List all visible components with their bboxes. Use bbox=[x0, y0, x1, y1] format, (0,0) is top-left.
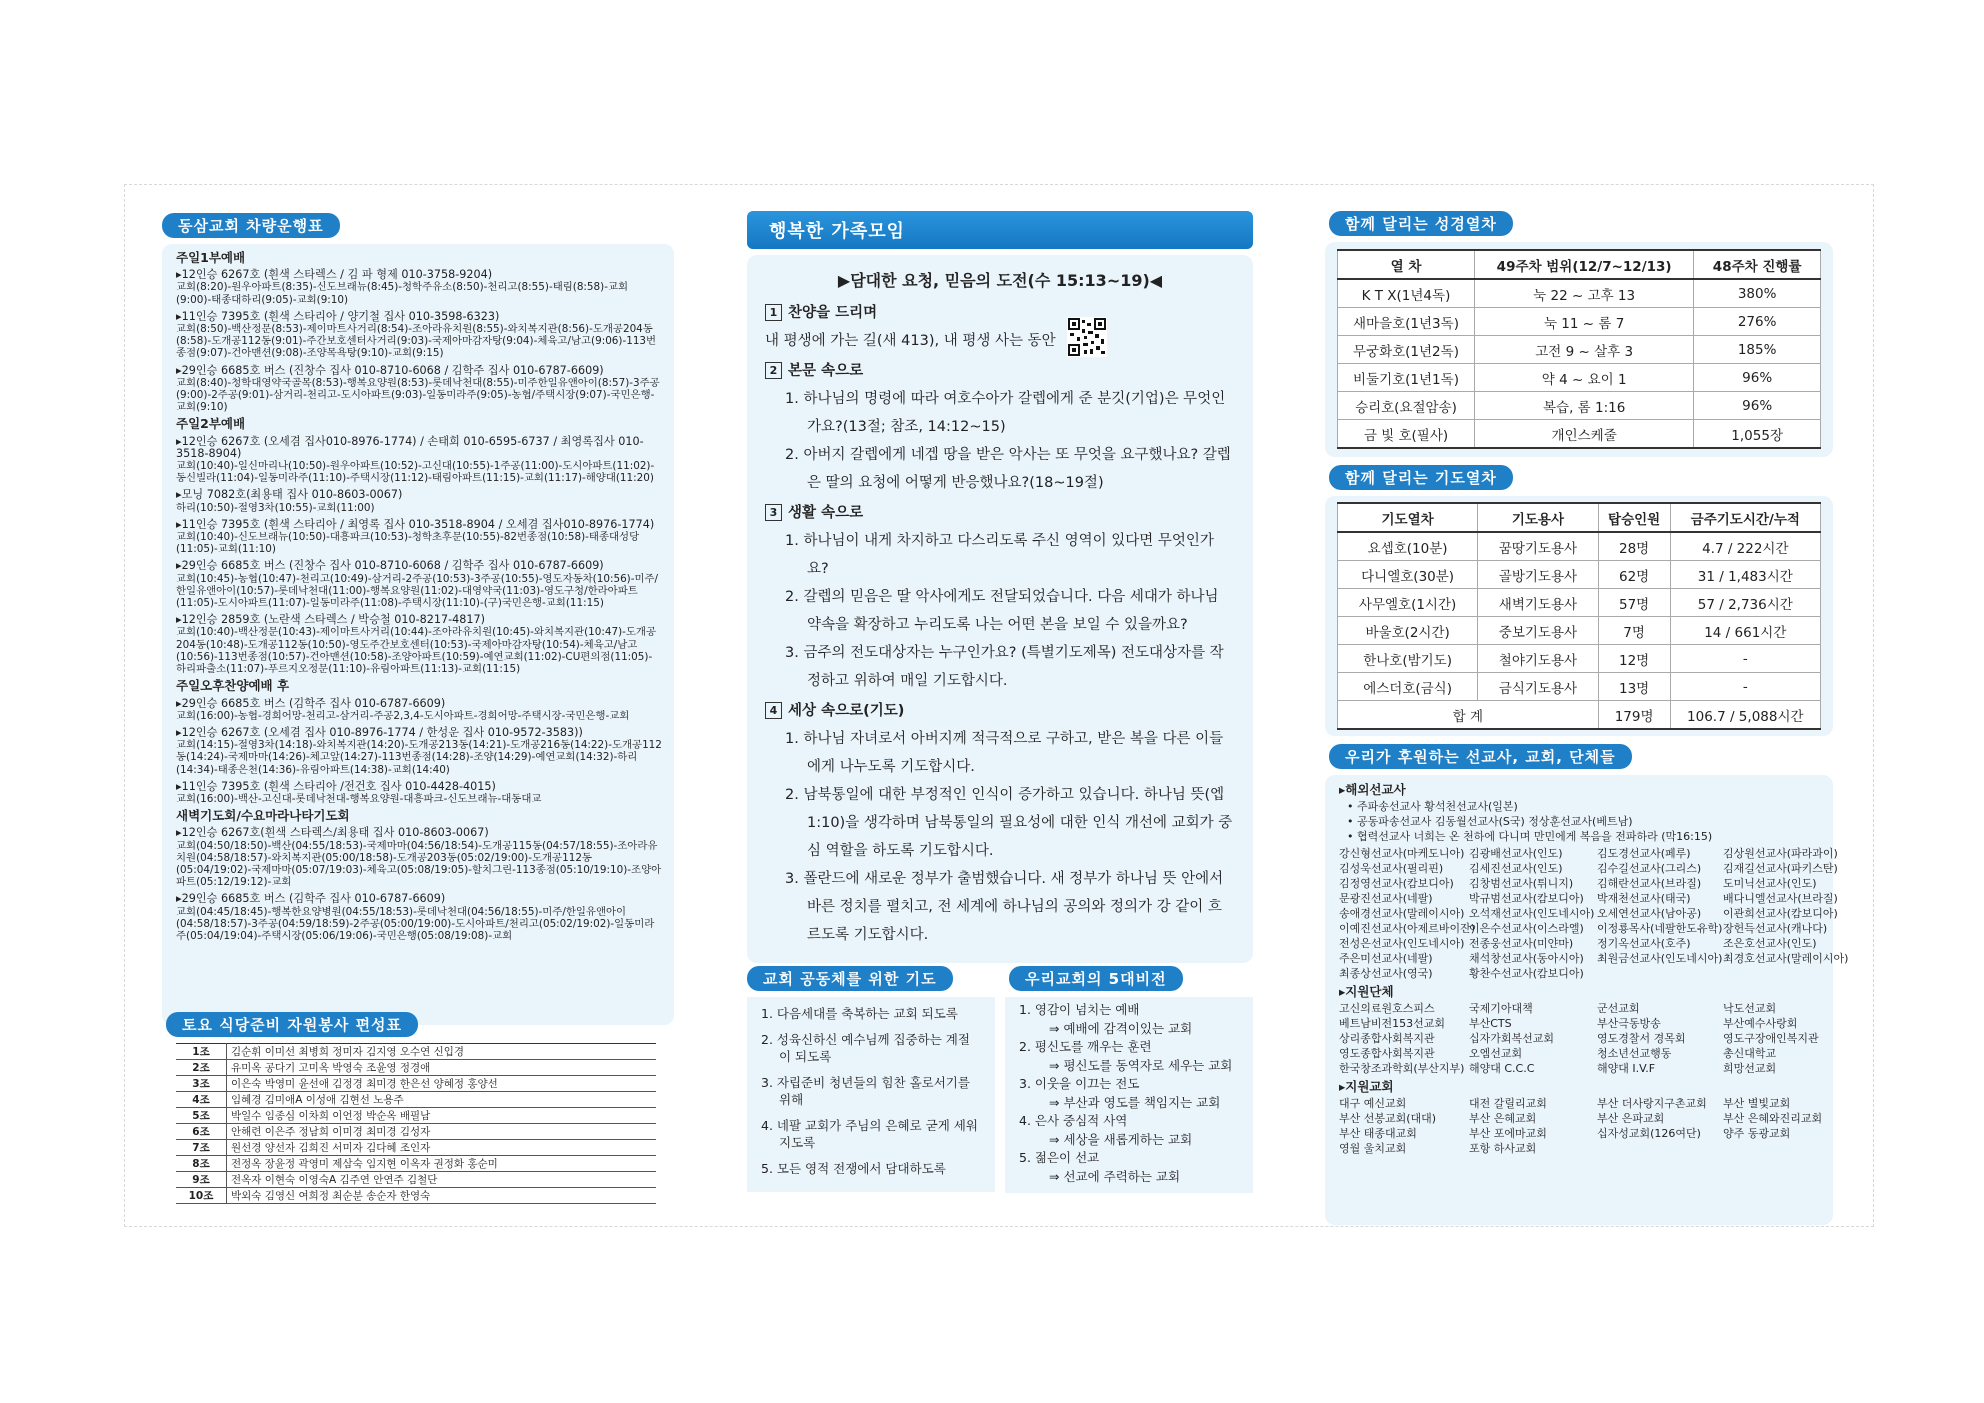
prayer-row bbox=[1338, 673, 1821, 701]
vision-item: 1. 영감이 넘치는 예배 bbox=[1019, 1002, 1140, 1017]
support-church: 영월 울치교회 bbox=[1339, 1142, 1407, 1155]
prayer-header-cell: 금주기도시간/누적 bbox=[1670, 503, 1820, 532]
vision-detail: ⇒ 세상을 새롭게하는 교회 bbox=[1049, 1131, 1193, 1147]
vision-item: 3. 이웃을 이끄는 전도 bbox=[1019, 1076, 1140, 1091]
prayer-cell: 꿈땅기도용사 bbox=[1478, 532, 1598, 561]
duty-team-members: 박외숙 김영신 여희정 최순분 송순자 한영숙 bbox=[227, 1188, 657, 1204]
bus-route-stops: 교회(10:40)-신도브래뉴(10:50)-대흥파크(10:53)-청학초후문(10:55)-82번종점(10:58)-태종대성당(11:05)-교회(11:10) bbox=[176, 531, 640, 556]
bus-route-stops: 교회(10:40)-일신마리나(10:50)-원우아파트(10:52)-고신대(10:55)-1주공(11:00)-도시아파트(11:02)-동신빌라(11:04)-일동미라주(11:10)-주택시장(11:12)-태림아파트(11:15)-교회(11:17)-해양대(11:20) bbox=[176, 460, 655, 485]
support-church: 대구 예신교회 bbox=[1339, 1097, 1407, 1110]
prayer-item: 1. 다음세대를 축복하는 교회 되도록 bbox=[761, 1006, 958, 1021]
missionary-name: 이은수선교사(이스라엘) bbox=[1469, 922, 1584, 935]
bible-train-title: 함께 달리는 성경열차 bbox=[1329, 211, 1513, 236]
missionary-name: 이관희선교사(캄보디아) bbox=[1723, 907, 1838, 920]
duty-team-number: 7조 bbox=[176, 1140, 227, 1156]
prayer-cell: 새벽기도용사 bbox=[1478, 589, 1598, 617]
support-org: 총신대학교 bbox=[1723, 1047, 1777, 1060]
duty-team-number: 9조 bbox=[176, 1172, 227, 1188]
vision-detail: ⇒ 예배에 감격이있는 교회 bbox=[1049, 1020, 1193, 1036]
duty-team-members: 박일수 임종심 이차희 이언정 박순옥 배필남 bbox=[227, 1108, 657, 1124]
vision-detail: ⇒ 부산과 영도를 책임지는 교회 bbox=[1049, 1094, 1221, 1110]
prayer-header-cell: 탑승인원 bbox=[1598, 503, 1670, 532]
bible-cell: 개인스케줄 bbox=[1474, 420, 1693, 449]
bible-cell: 고전 9 ~ 살후 3 bbox=[1474, 336, 1693, 364]
qr-code-icon[interactable] bbox=[1067, 317, 1107, 357]
bus-route-vehicle: ▸12인승 6267호 (흰색 스타렉스 / 김 파 형제 010-3758-9204) bbox=[176, 268, 493, 282]
section-2-heading: 2 본문 속으로 bbox=[765, 357, 1235, 385]
vision-list bbox=[1005, 997, 1253, 1193]
bus-route-vehicle: ▸12인승 6267호 (오세겸 집사 010-8976-1774 / 한성운 집사 010-9572-3583)) bbox=[176, 725, 583, 739]
vision-item: 5. 젊은이 선교 bbox=[1019, 1150, 1100, 1165]
support-church: 십자성교회(126여단) bbox=[1597, 1127, 1701, 1140]
duty-row bbox=[176, 1124, 656, 1140]
bible-header-cell: 열 차 bbox=[1338, 250, 1475, 279]
prayer-total-row bbox=[1338, 701, 1821, 730]
church-prayer-section bbox=[747, 966, 995, 1192]
prayer-cell: 13명 bbox=[1598, 673, 1670, 701]
bible-row bbox=[1338, 364, 1821, 392]
support-org: 오엠선교회 bbox=[1469, 1047, 1523, 1060]
bible-cell: 금 빛 호(필사) bbox=[1338, 420, 1475, 449]
prayer-header-cell: 기도용사 bbox=[1478, 503, 1598, 532]
prayer-row bbox=[1338, 589, 1821, 617]
section-4-list bbox=[765, 725, 1235, 949]
prayer-row bbox=[1338, 532, 1821, 561]
support-church: 포항 하사교회 bbox=[1469, 1142, 1537, 1155]
prayer-train-title: 함께 달리는 기도열차 bbox=[1329, 465, 1513, 490]
duty-team-members: 김순휘 이미선 최병희 정미자 김지영 오수연 신입경 bbox=[227, 1044, 657, 1060]
support-org: 영도경찰서 경목회 bbox=[1597, 1032, 1686, 1045]
bible-train-panel bbox=[1325, 242, 1833, 457]
missionary-name: 장헌득선교사(캐나다) bbox=[1723, 922, 1828, 935]
lesson-subject: ▶담대한 요청, 믿음의 도전(수 15:13~19)◀ bbox=[837, 271, 1163, 290]
bus-route-vehicle: ▸12인승 2859호 (노란색 스타렉스 / 박승철 010-8217-4817) bbox=[176, 613, 486, 627]
bible-cell: 96% bbox=[1694, 392, 1821, 420]
support-church: 부산 더사랑지구촌교회 bbox=[1597, 1097, 1707, 1110]
overseas-line: • 주파송선교사 황석천선교사(일본) bbox=[1347, 800, 1518, 813]
churches-heading: ▸지원교회 bbox=[1339, 1079, 1394, 1094]
support-church: 부산 은혜와진리교회 bbox=[1723, 1112, 1823, 1125]
missionary-name: 김수길선교사(그리스) bbox=[1597, 862, 1702, 875]
bible-cell: 380% bbox=[1694, 279, 1821, 308]
vision-section bbox=[1005, 966, 1253, 1193]
bible-cell: 새마을호(1년3독) bbox=[1338, 308, 1475, 336]
prayer-cell: 28명 bbox=[1598, 532, 1670, 561]
right-column bbox=[1325, 211, 1849, 1225]
prayer-row bbox=[1338, 617, 1821, 645]
bus-route-stops: 교회(10:40)-백산정문(10:43)-제이마트사거리(10:44)-조아라유치원(10:45)-와치복지관(10:47)-도개공204동(10:48)-도개공112동(10:50)-영도주간보호센터(10:53)-국제아마감자탕(10:54)-체육고/남고(10:56)-113번종점(10:57)-건아맨션(10:58)-조양아파트(10:59)-예연교회(11:02)-CU편의점(11:05)-하리파출소(11:07)-푸르지오정문(11:10)-유림아파트(11:13)-교회(11:15) bbox=[176, 626, 657, 676]
bus-group-heading: 주일1부예배 bbox=[176, 250, 246, 265]
prayer-header-row bbox=[1338, 503, 1821, 532]
bible-cell: 185% bbox=[1694, 336, 1821, 364]
mission-panel bbox=[1325, 775, 1849, 1225]
prayer-cell: 62명 bbox=[1598, 561, 1670, 589]
prayer-cell: 철야기도용사 bbox=[1478, 645, 1598, 673]
duty-team-number: 6조 bbox=[176, 1124, 227, 1140]
support-org: 희망선교회 bbox=[1723, 1062, 1777, 1075]
bible-cell: 눅 22 ~ 고후 13 bbox=[1474, 279, 1693, 308]
bus-route bbox=[176, 560, 662, 609]
bus-group-heading: 주일2부예배 bbox=[176, 416, 246, 432]
bus-route-stops: 교회(10:45)-농협(10:47)-천리고(10:49)-삼거리-2주공(10:53)-3주공(10:55)-영도자동차(10:56)-미주/한일유앤아이(10:57)-롯데낙천대(11:00)-행복요양원(11:02)-대영약국(11:03)-영도구청/한라아파트(11:05)-도시아파트(11:07)-일동미라주(11:08)-주택시장(11:10)-(구)국민은행-교회(11:15) bbox=[176, 572, 659, 610]
prayer-cell: 골방기도용사 bbox=[1478, 561, 1598, 589]
bus-route-vehicle: ▸29인승 6685호 버스 (진창수 집사 010-8710-6068 / 김학주 집사 010-6787-6609) bbox=[176, 363, 604, 377]
missionary-grid bbox=[1339, 846, 1849, 981]
bible-cell: 복습, 롬 1:16 bbox=[1474, 392, 1693, 420]
bible-cell: 276% bbox=[1694, 308, 1821, 336]
duty-team-number: 10조 bbox=[176, 1188, 227, 1204]
support-org: 해양대 C.C.C bbox=[1469, 1062, 1535, 1075]
missionary-name: 송애경선교사(말레이시아) bbox=[1339, 907, 1465, 920]
prayer-row bbox=[1338, 561, 1821, 589]
duty-row bbox=[176, 1060, 656, 1076]
support-church: 부산 은혜교회 bbox=[1469, 1112, 1537, 1125]
church-prayer-title: 교회 공동체를 위한 기도 bbox=[747, 966, 953, 991]
duty-team-members: 안해련 이은주 정남희 이미경 최미경 김성자 bbox=[227, 1124, 657, 1140]
question-item: 2. 아버지 갈렙에게 네겝 땅을 받은 악사는 또 무엇을 요구했나요? 갈렙은 딸의 요청에 어떻게 반응했나요?(18~19절) bbox=[785, 447, 1231, 491]
bus-group-heading: 주일오후찬양예배 후 bbox=[176, 678, 290, 694]
bible-cell: 약 4 ~ 요이 1 bbox=[1474, 364, 1693, 392]
question-item: 1. 하나님의 명령에 따라 여호수아가 갈렙에게 준 분깃(기업)은 무엇인가요?(13절; 참조, 14:12~15) bbox=[785, 391, 1226, 435]
question-item: 3. 폴란드에 새로운 정부가 출범했습니다. 새 정부가 하나님 뜻 안에서 바른 정치를 펼치고, 전 세계에 하나님의 공의와 정의가 강 같이 흐르도록 기도합시다. bbox=[785, 871, 1224, 943]
bible-header-cell: 49주차 범위(12/7~12/13) bbox=[1474, 250, 1693, 279]
prayer-cell: 57 / 2,736시간 bbox=[1670, 589, 1820, 617]
vision-item: 4. 은사 중심적 사역 bbox=[1019, 1113, 1128, 1128]
bus-route-vehicle: ▸11인승 7395호 (흰색 스타리아 / 양기철 집사 010-3598-6323) bbox=[176, 309, 500, 323]
bible-cell: 비둘기호(1년1독) bbox=[1338, 364, 1475, 392]
church-grid bbox=[1339, 1096, 1823, 1156]
overseas-line: • 협력선교사 너희는 온 천하에 다니며 만민에게 복음을 전파하라 (막16:15) bbox=[1347, 830, 1713, 843]
overseas-line: • 공동파송선교사 김동월선교사(S국) 정상훈선교사(베트남) bbox=[1347, 815, 1633, 828]
prayer-total-hours: 106.7 / 5,088시간 bbox=[1670, 701, 1820, 730]
missionary-name: 정기옥선교사(호주) bbox=[1597, 937, 1691, 950]
bus-route bbox=[176, 436, 662, 485]
bus-route bbox=[176, 698, 662, 722]
missionary-name: 박규범선교사(캄보디아) bbox=[1469, 892, 1584, 905]
bus-route-stops: 하리(10:50)-절영3차(10:55)-교회(11:00) bbox=[176, 501, 375, 514]
missionary-name: 김광배선교사(인도) bbox=[1469, 847, 1563, 860]
question-item: 2. 남북통일에 대한 부정적인 인식이 증가하고 있습니다. 하나님 뜻(엡1:10)을 생각하며 남북통일의 필요성에 대한 인식 개선에 교회가 중심 역할을 하도록 기도합시다. bbox=[785, 787, 1233, 859]
duty-row bbox=[176, 1188, 656, 1204]
duty-title: 토요 식당준비 자원봉사 편성표 bbox=[166, 1012, 418, 1037]
question-item: 2. 갈렙의 믿음은 딸 악사에게도 전달되었습니다. 다음 세대가 하나님 약속을 확장하고 누리도록 나는 어떤 본을 보일 수 있을까요? bbox=[785, 589, 1219, 633]
prayer-train-table bbox=[1337, 502, 1821, 730]
prayer-item: 3. 자립준비 청년들의 힘찬 홀로서기를 위해 bbox=[761, 1075, 970, 1107]
bus-route bbox=[176, 827, 662, 888]
support-church: 부산 포에마교회 bbox=[1469, 1127, 1547, 1140]
missionary-name: 조은호선교사(인도) bbox=[1723, 937, 1817, 950]
bible-header-row bbox=[1338, 250, 1821, 279]
bible-cell: 1,055장 bbox=[1694, 420, 1821, 449]
prayer-cell: 다니엘호(30분) bbox=[1338, 561, 1478, 589]
prayer-cell: 사무엘호(1시간) bbox=[1338, 589, 1478, 617]
bus-route bbox=[176, 519, 662, 556]
bus-route bbox=[176, 614, 662, 675]
support-org: 부산극동방송 bbox=[1597, 1017, 1661, 1030]
missionary-name: 도미닉선교사(인도) bbox=[1723, 877, 1817, 890]
prayer-item: 2. 성육신하신 예수님께 집중하는 계절이 되도록 bbox=[761, 1032, 970, 1064]
section-2-list bbox=[765, 385, 1235, 497]
bus-route bbox=[176, 727, 662, 776]
duty-row bbox=[176, 1156, 656, 1172]
missionary-name: 전종웅선교사(미얀마) bbox=[1469, 937, 1574, 950]
section-3-heading: 3 생활 속으로 bbox=[765, 499, 1235, 527]
bus-route-stops: 교회(8:50)-백산정문(8:53)-제이마트사거리(8:54)-조아라유치원(8:55)-와치복지관(8:56)-도개공204동(8:58)-도개공112동(9:01)-주간보호센터사거리(9:03)-국제아마감자탕(9:04)-체육고/남고(9:06)-113번종점(9:07)-건아맨션(9:08)-조양목욕탕(9:10)-교회(9:15) bbox=[176, 323, 657, 360]
missionary-name: 황찬수선교사(캄보디아) bbox=[1469, 967, 1584, 980]
missionary-name: 전성은선교사(인도네시아) bbox=[1339, 937, 1465, 950]
left-column bbox=[162, 213, 674, 1025]
bus-group-heading: 새벽기도회/수요마라나타기도회 bbox=[176, 808, 350, 824]
support-org: 고신의료원호스피스 bbox=[1339, 1002, 1435, 1015]
section-1-body bbox=[765, 327, 1235, 355]
missionary-name: 김도경선교사(페루) bbox=[1597, 847, 1691, 860]
prayer-total-count: 179명 bbox=[1598, 701, 1670, 730]
section-3-list bbox=[765, 527, 1235, 695]
bus-route-stops: 교회(04:45/18:45)-행복한요양병원(04:55/18:53)-롯데낙천대(04:56/18:55)-미주/한일유앤아이(04:58/18:57)-3주공(04:59/18:59)-2주공(05:00/19:00)-도시아파트/천리고(05:02/19:02)-일동미라주(05:04/19:04)-주택시장(05:06/19:06)-국민은행(05:08/19:08)-교회 bbox=[176, 905, 655, 942]
missionary-name: 최종상선교사(영국) bbox=[1339, 967, 1433, 980]
bus-route bbox=[176, 489, 662, 513]
missionary-name: 김해란선교사(브라질) bbox=[1597, 877, 1702, 890]
bible-cell: 무궁화호(1년2독) bbox=[1338, 336, 1475, 364]
bus-route-stops: 교회(8:20)-원우아파트(8:35)-신도브래뉴(8:45)-청학주유소(8:50)-천리고(8:55)-태림(8:58)-교회(9:00)-태종대하리(9:05)-교회(9:10) bbox=[176, 281, 629, 306]
support-org: 영도종합사회복지관 bbox=[1339, 1047, 1435, 1060]
support-grid bbox=[1339, 1001, 1823, 1076]
vision-item: 2. 평신도를 깨우는 훈련 bbox=[1019, 1039, 1152, 1054]
missionary-name: 주은미선교사(네팔) bbox=[1339, 952, 1433, 965]
prayer-cell: 바울호(2시간) bbox=[1338, 617, 1478, 645]
bus-route-stops: 교회(04:50/18:50)-백산(04:55/18:53)-국제마마(04:56/18:54)-도개공115동(04:57/18:55)-조아라유치원(04:58/18:57)-와치복지관(05:00/18:58)-도개공203동(05:02/19:00)-도개공112동(05:04/19:02)-국제마마(05:07/19:03)-체육고(05:08/19:05)-할치그린-113종점(05:10/19:10)-조양아파트(05:12/19:12)-교회 bbox=[176, 839, 662, 889]
bible-cell: 눅 11 ~ 롬 7 bbox=[1474, 308, 1693, 336]
bible-cell: 96% bbox=[1694, 364, 1821, 392]
missionary-name: 오세연선교사(남아공) bbox=[1597, 907, 1702, 920]
bus-route-stops: 교회(14:15)-절영3차(14:18)-와치복지관(14:20)-도개공213동(14:21)-도개공216동(14:22)-도개공112동(14:24)-국제마마(14:26)-체고앞(14:27)-113번종점(14:28)-조양(14:29)-예연교회(14:32)-하리(14:34)-태종은천(14:36)-유림아파트(14:38)-교회(14:40) bbox=[176, 739, 662, 776]
missionary-name: 이예진선교사(아제르바이잔) bbox=[1339, 922, 1476, 935]
support-church bbox=[1723, 1141, 1843, 1156]
bus-route-stops: 교회(16:00)-농협-경희어망-천리고-삼거리-주공2,3,4-도시아파트-경희어망-주택시장-국민은행-교회 bbox=[176, 709, 630, 722]
family-meeting-title: 행복한 가족모임 bbox=[747, 211, 1253, 249]
bus-route bbox=[176, 781, 662, 805]
duty-row bbox=[176, 1172, 656, 1188]
support-church: 양주 동광교회 bbox=[1723, 1127, 1791, 1140]
middle-column bbox=[747, 211, 1253, 963]
missionary-name: 김창범선교사(튀니지) bbox=[1469, 877, 1574, 890]
support-org: 베트남비전153선교회 bbox=[1339, 1017, 1446, 1030]
duty-row bbox=[176, 1044, 656, 1060]
prayer-total-label: 합 계 bbox=[1338, 701, 1599, 730]
bible-row bbox=[1338, 336, 1821, 364]
duty-row bbox=[176, 1092, 656, 1108]
missionary-name: 이정룡목사(네팔한도유학) bbox=[1597, 922, 1723, 935]
prayer-cell: 57명 bbox=[1598, 589, 1670, 617]
duty-team-members: 전정옥 장윤정 곽영미 제삼숙 임지현 이옥자 권정화 홍순미 bbox=[227, 1156, 657, 1172]
missionary-name: 김정영선교사(캄보디아) bbox=[1339, 877, 1454, 890]
missionary-name: 오석재선교사(인도네시아) bbox=[1469, 907, 1595, 920]
bus-route-vehicle: ▸12인승 6267호 (오세겸 집사010-8976-1774) / 손태희 010-6595-6737 / 최영록집사 010-3518-8904) bbox=[176, 434, 644, 460]
missionary-name: 채석창선교사(동아시아) bbox=[1469, 952, 1584, 965]
bus-route-vehicle: ▸29인승 6685호 버스 (김학주 집사 010-6787-6609) bbox=[176, 696, 446, 710]
support-org: 군선교회 bbox=[1597, 1002, 1640, 1015]
vision-detail: ⇒ 선교에 주력하는 교회 bbox=[1049, 1168, 1181, 1184]
prayer-cell: 중보기도용사 bbox=[1478, 617, 1598, 645]
bus-route-stops: 교회(8:40)-청학대영약국골목(8:53)-행복요양원(8:53)-롯데낙천대(8:55)-미주한일유앤아이(8:57)-3주공(9:00)-2주공(9:01)-삼거리-천리고-도시아파트(9:03)-일동미라주(9:05)-농협/주택시장(9:07)-국민은행-교회(9:10) bbox=[176, 376, 660, 414]
bible-row bbox=[1338, 392, 1821, 420]
prayer-cell: 31 / 1,483시간 bbox=[1670, 561, 1820, 589]
support-church bbox=[1597, 1141, 1723, 1156]
bible-cell: K T X(1년4독) bbox=[1338, 279, 1475, 308]
missionary-name: 문광진선교사(네팔) bbox=[1339, 892, 1433, 905]
duty-team-number: 8조 bbox=[176, 1156, 227, 1172]
bus-route bbox=[176, 269, 662, 306]
prayer-item: 4. 네팔 교회가 주님의 은혜로 굳게 세워지도록 bbox=[761, 1118, 978, 1150]
support-org: 국제기아대책 bbox=[1469, 1002, 1533, 1015]
prayer-cell: 금식기도용사 bbox=[1478, 673, 1598, 701]
duty-team-number: 1조 bbox=[176, 1044, 227, 1060]
duty-team-members: 유미옥 공다기 고미옥 박영숙 조윤영 정경애 bbox=[227, 1060, 657, 1076]
support-heading: ▸지원단체 bbox=[1339, 984, 1394, 999]
vision-detail: ⇒ 평신도를 동역자로 세우는 교회 bbox=[1049, 1057, 1233, 1073]
prayer-cell: 14 / 661시간 bbox=[1670, 617, 1820, 645]
hymn-text: 내 평생에 가는 길(새 413), 내 평생 사는 동안 bbox=[765, 333, 1056, 349]
support-org: 상리종합사회복지관 bbox=[1339, 1032, 1435, 1045]
missionary-name: 최경호선교사(말레이시아) bbox=[1723, 952, 1849, 965]
support-org: 부산CTS bbox=[1469, 1017, 1512, 1030]
prayer-row bbox=[1338, 645, 1821, 673]
bus-route-stops: 교회(16:00)-백산-고신대-롯데낙천대-행복요양원-대흥파크-신도브래뉴-대동대교 bbox=[176, 792, 542, 805]
duty-row bbox=[176, 1140, 656, 1156]
missionary-name: 강신형선교사(마케도니아) bbox=[1339, 847, 1465, 860]
duty-table bbox=[176, 1043, 656, 1204]
prayer-cell: - bbox=[1670, 673, 1820, 701]
bible-header-cell: 48주차 진행률 bbox=[1694, 250, 1821, 279]
prayer-header-cell: 기도열차 bbox=[1338, 503, 1478, 532]
support-org: 한국창조과학회(부산지부) bbox=[1339, 1062, 1465, 1075]
duty-team-members: 임혜경 김미애A 이성애 김현선 노용주 bbox=[227, 1092, 657, 1108]
prayer-cell: 7명 bbox=[1598, 617, 1670, 645]
support-org: 낙도선교회 bbox=[1723, 1002, 1777, 1015]
section-1-heading: 1 찬양을 드리며 bbox=[765, 299, 1235, 327]
overseas-lines bbox=[1339, 799, 1823, 844]
missionary-name: 박재천선교사(태국) bbox=[1597, 892, 1691, 905]
prayer-cell: 한나호(밤기도) bbox=[1338, 645, 1478, 673]
duty-team-members: 전옥자 이현숙 이영숙A 김주연 안연주 김철단 bbox=[227, 1172, 657, 1188]
prayer-item: 5. 모든 영적 전쟁에서 담대하도록 bbox=[761, 1161, 946, 1176]
support-church: 부산 태종대교회 bbox=[1339, 1127, 1417, 1140]
bus-route-vehicle: ▸12인승 6267호(흰색 스타렉스/최용태 집사 010-8603-0067) bbox=[176, 826, 489, 840]
bus-schedule-title: 동삼교회 차량운행표 bbox=[162, 213, 340, 238]
missionary-name bbox=[1723, 966, 1843, 981]
duty-section bbox=[162, 1012, 674, 1204]
prayer-cell: 4.7 / 222시간 bbox=[1670, 532, 1820, 561]
section-4-heading: 4 세상 속으로(기도) bbox=[765, 697, 1235, 725]
duty-team-number: 2조 bbox=[176, 1060, 227, 1076]
mission-title: 우리가 후원하는 선교사, 교회, 단체들 bbox=[1329, 744, 1632, 769]
duty-team-members: 이은숙 박영미 윤선애 김정경 최미경 한은선 양혜정 홍양선 bbox=[227, 1076, 657, 1092]
bus-route-vehicle: ▸모닝 7082호(최용태 집사 010-8603-0067) bbox=[176, 488, 403, 502]
missionary-name: 배다니엘선교사(브라질) bbox=[1723, 892, 1838, 905]
prayer-cell: 요셉호(10분) bbox=[1338, 532, 1478, 561]
prayer-cell: 12명 bbox=[1598, 645, 1670, 673]
missionary-name: 김재길선교사(파키스탄) bbox=[1723, 862, 1838, 875]
bus-route-vehicle: ▸11인승 7395호 (흰색 스타리아 / 최영록 집사 010-3518-8904 / 오세겸 집사010-8976-1774) bbox=[176, 517, 655, 531]
church-prayer-list bbox=[747, 997, 995, 1192]
support-church: 부산 은파교회 bbox=[1597, 1112, 1665, 1125]
bus-route bbox=[176, 365, 662, 414]
support-church: 부산 별빛교회 bbox=[1723, 1097, 1791, 1110]
support-org: 해양대 I.V.F bbox=[1597, 1062, 1656, 1075]
question-item: 1. 하나님 자녀로서 아버지께 적극적으로 구하고, 받은 복을 다른 이들에게 나누도록 기도합시다. bbox=[785, 731, 1224, 775]
missionary-name: 김세진선교사(인도) bbox=[1469, 862, 1563, 875]
support-org: 청소년선교행동 bbox=[1597, 1047, 1672, 1060]
missionary-name bbox=[1597, 966, 1723, 981]
support-org: 십자가회복선교회 bbox=[1469, 1032, 1555, 1045]
support-org: 부산예수사랑회 bbox=[1723, 1017, 1798, 1030]
bible-row bbox=[1338, 308, 1821, 336]
support-org: 영도구장애인복지관 bbox=[1723, 1032, 1819, 1045]
vision-title: 우리교회의 5대비전 bbox=[1009, 966, 1183, 991]
question-item: 1. 하나님이 내게 차지하고 다스리도록 주신 영역이 있다면 무엇인가요? bbox=[785, 533, 1214, 577]
support-church: 부산 선봉교회(대대) bbox=[1339, 1112, 1437, 1125]
bus-route-vehicle: ▸11인승 7395호 (흰색 스타리아 /전건호 집사 010-4428-4015) bbox=[176, 779, 496, 793]
prayer-train-panel bbox=[1325, 496, 1833, 736]
bus-route-vehicle: ▸29인승 6685호 버스 (진창수 집사 010-8710-6068 / 김학주 집사 010-6787-6609) bbox=[176, 559, 604, 573]
family-meeting-panel bbox=[747, 255, 1253, 963]
question-item: 3. 금주의 전도대상자는 누구인가요? (특별기도제목) 전도대상자를 작정하고 위하여 매일 기도합시다. bbox=[785, 645, 1224, 689]
bus-route bbox=[176, 311, 662, 360]
bible-train-table bbox=[1337, 249, 1821, 449]
bible-row bbox=[1338, 420, 1821, 449]
duty-team-members: 원선경 양선자 김희진 서미자 김다혜 조인자 bbox=[227, 1140, 657, 1156]
bus-route-vehicle: ▸29인승 6685호 버스 (김학주 집사 010-6787-6609) bbox=[176, 892, 446, 906]
overseas-heading: ▸해외선교사 bbox=[1339, 782, 1406, 797]
bus-schedule-panel bbox=[162, 244, 674, 1025]
duty-row bbox=[176, 1108, 656, 1124]
bible-row bbox=[1338, 279, 1821, 308]
missionary-name: 김성욱선교사(필리핀) bbox=[1339, 862, 1444, 875]
missionary-name: 최원금선교사(인도네시아) bbox=[1597, 952, 1723, 965]
bus-route bbox=[176, 893, 662, 942]
duty-team-number: 5조 bbox=[176, 1108, 227, 1124]
duty-team-number: 4조 bbox=[176, 1092, 227, 1108]
missionary-name: 김상원선교사(파라과이) bbox=[1723, 847, 1838, 860]
duty-row bbox=[176, 1076, 656, 1092]
prayer-cell: 에스더호(금식) bbox=[1338, 673, 1478, 701]
support-church: 대전 갈릴리교회 bbox=[1469, 1097, 1547, 1110]
prayer-cell: - bbox=[1670, 645, 1820, 673]
bible-cell: 승리호(요절암송) bbox=[1338, 392, 1475, 420]
duty-team-number: 3조 bbox=[176, 1076, 227, 1092]
